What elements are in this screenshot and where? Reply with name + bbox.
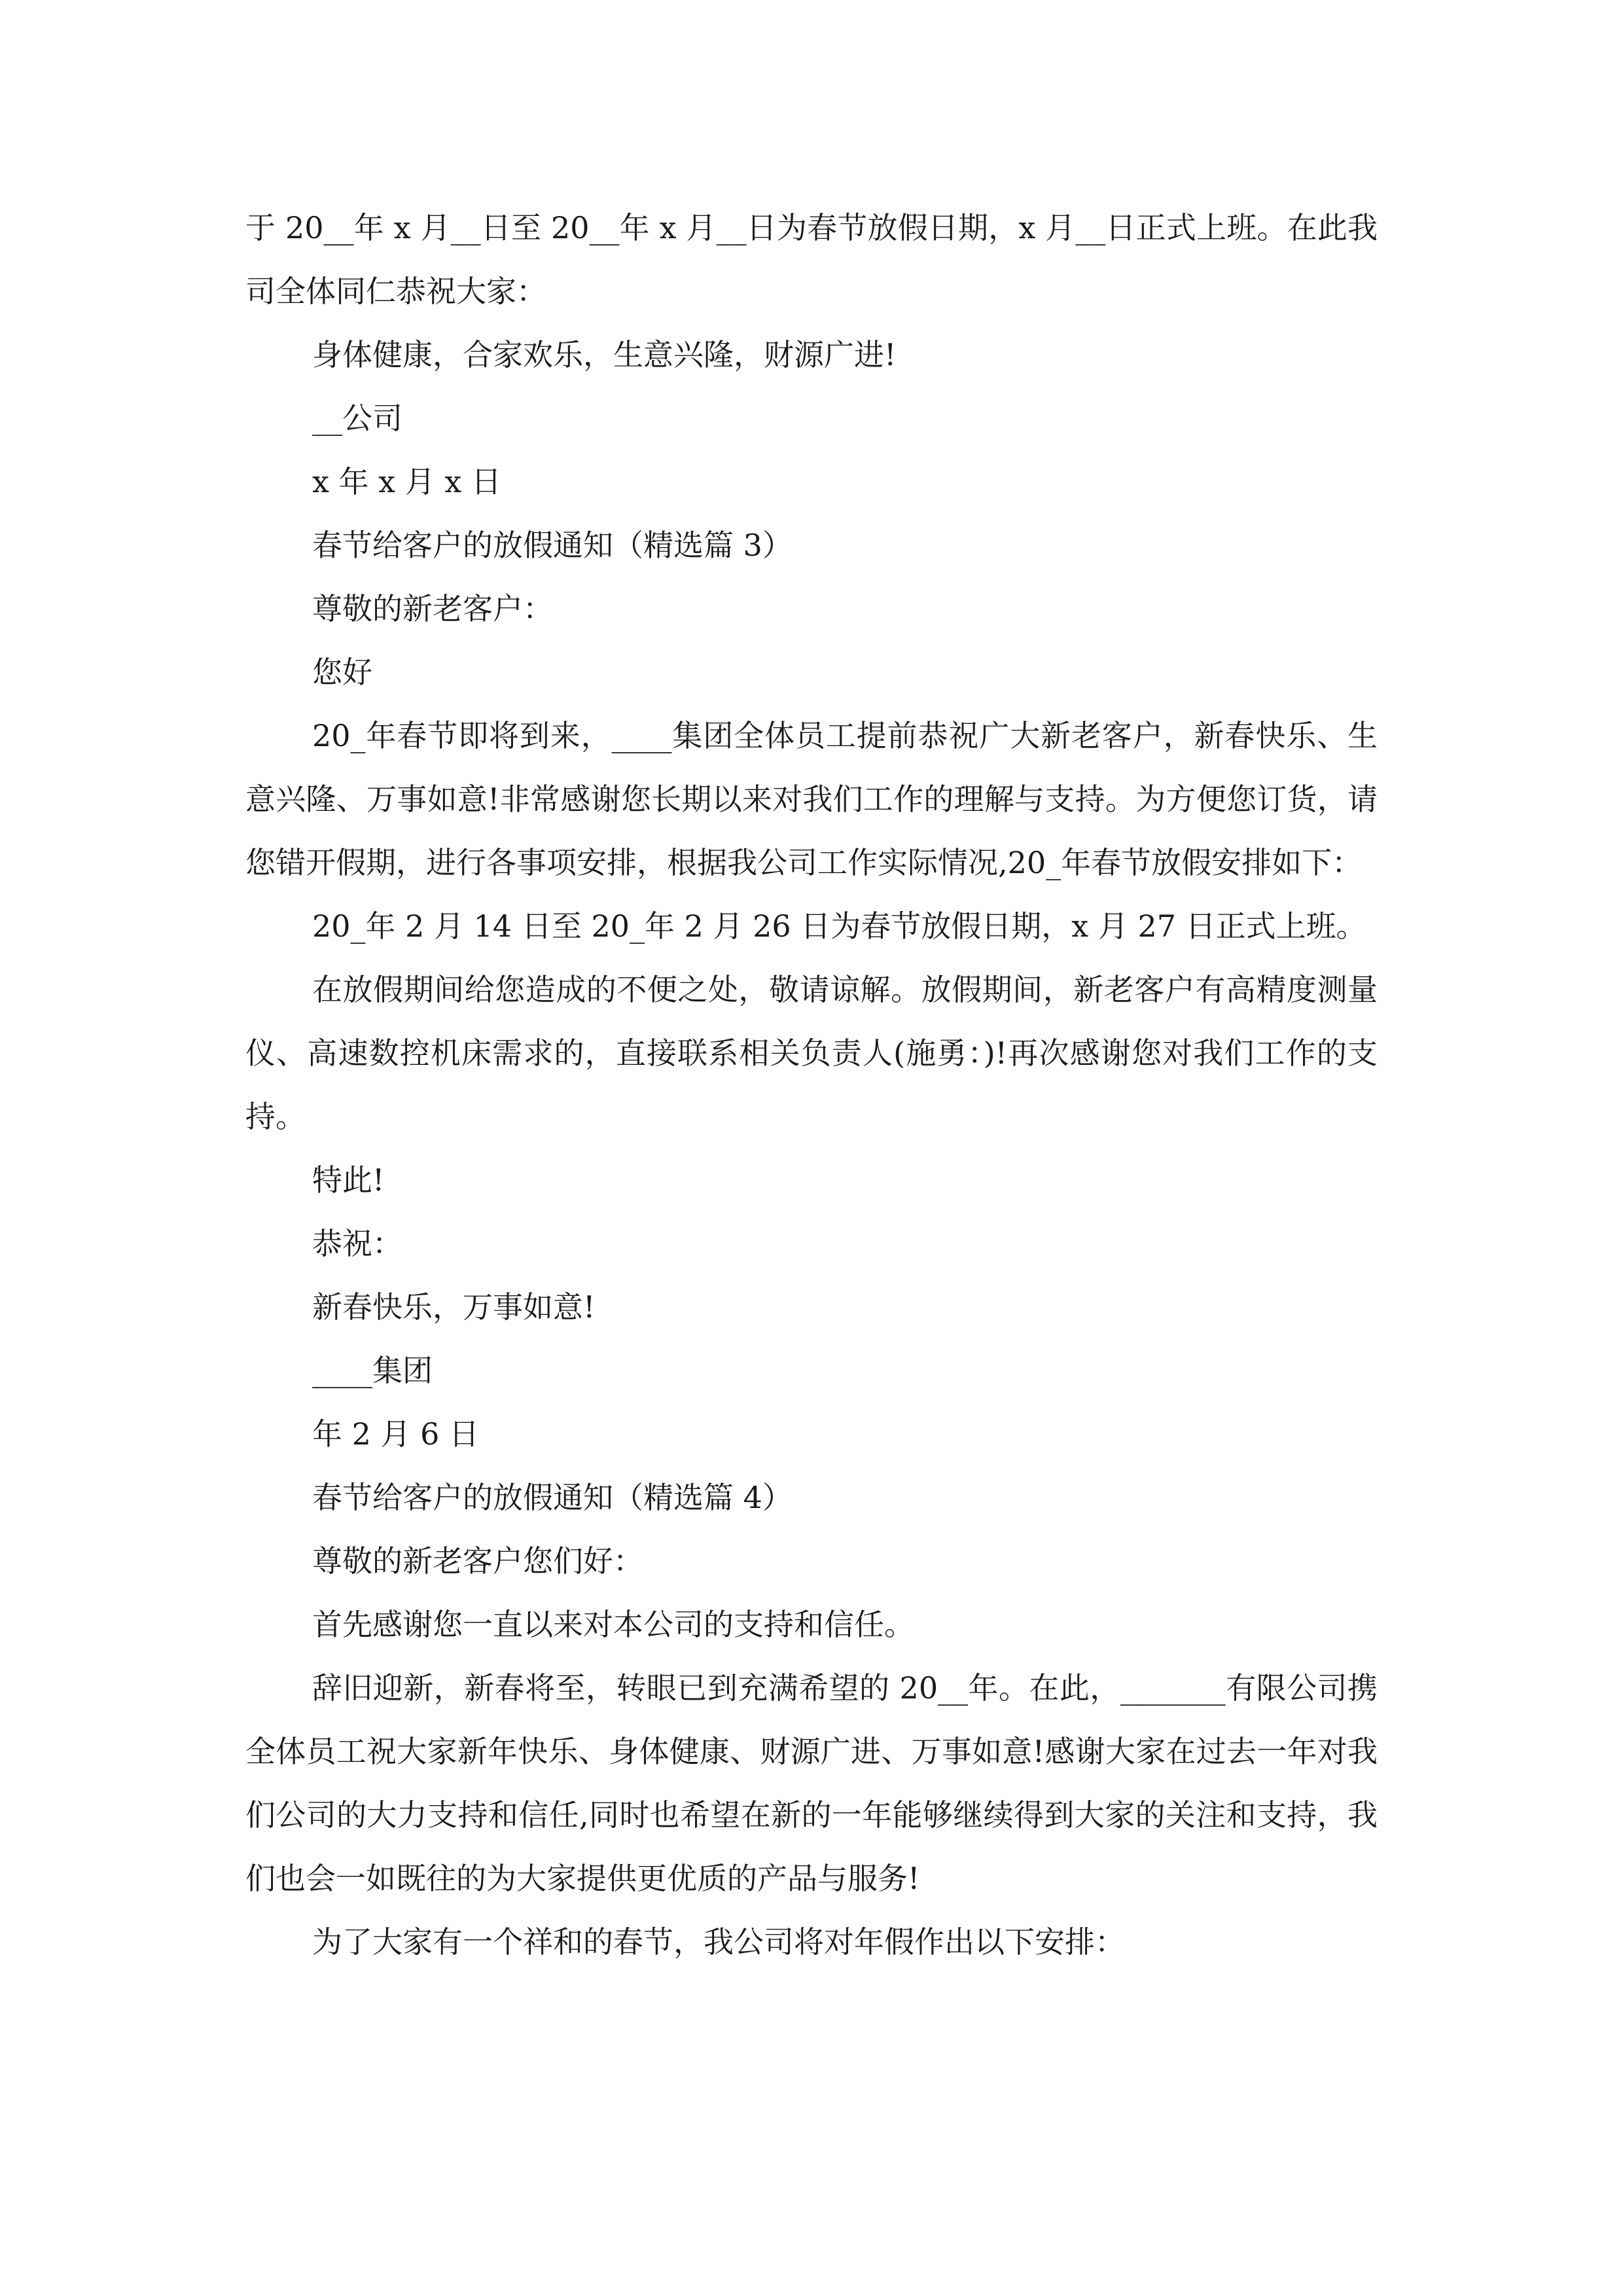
signature-company: __公司 bbox=[312, 401, 402, 436]
document-body bbox=[245, 196, 1378, 1974]
paragraph-blessing: 身体健康，合家欢乐，生意兴隆，财源广进! bbox=[312, 337, 897, 372]
section-heading-4: 春节给客户的放假通知（精选篇 4） bbox=[312, 1480, 793, 1515]
paragraph-schedule: 20_年 2 月 14 日至 20_年 2 月 26 日为春节放假日期，x 月 27 日正式上班。 bbox=[312, 908, 1366, 944]
signature-group: ____集团 bbox=[312, 1353, 433, 1388]
signature-date: x 年 x 月 x 日 bbox=[312, 464, 501, 499]
paragraph-new-year: 辞旧迎新，新春将至，转眼已到充满希望的 20__年。在此，_______有限公司携全体员工祝大家新年快乐、身体健康、财源广进、万事如意!感谢大家在过去一年对我们公司的大力支持和信任,同时也希望在新的一年能够继续得到大家的关注和支持，我们也会一如既往的为大家提供更优质的产品与服务! bbox=[245, 1670, 1378, 1896]
paragraph-apology: 在放假期间给您造成的不便之处，敬请谅解。放假期间，新老客户有高精度测量仪、高速数控机床需求的，直接联系相关负责人(施勇：)!再次感谢您对我们工作的支持。 bbox=[245, 972, 1378, 1134]
paragraph-thanks: 首先感谢您一直以来对本公司的支持和信任。 bbox=[312, 1607, 914, 1642]
salutation: 尊敬的新老客户： bbox=[312, 591, 553, 626]
section-heading-3: 春节给客户的放假通知（精选篇 3） bbox=[312, 528, 793, 563]
paragraph-announcement: 20_年春节即将到来，____集团全体员工提前恭祝广大新老客户，新春快乐、生意兴隆、万事如意!非常感谢您长期以来对我们工作的理解与支持。为方便您订货，请您错开假期，进行各事项安排，根据我公司工作实际情况,20_年春节放假安排如下： bbox=[245, 718, 1378, 880]
salutation-2: 尊敬的新老客户您们好： bbox=[312, 1543, 643, 1579]
closing-notice: 特此! bbox=[312, 1162, 385, 1198]
greeting: 您好 bbox=[312, 655, 372, 690]
paragraph-holiday-dates: 于 20__年 x 月__日至 20__年 x 月__日为春节放假日期，x 月__日正式上班。在此我司全体同仁恭祝大家： bbox=[245, 210, 1378, 309]
signature-date-2: 年 2 月 6 日 bbox=[312, 1416, 480, 1452]
closing-wishes: 新春快乐，万事如意! bbox=[312, 1289, 596, 1325]
closing-wishes-label: 恭祝： bbox=[312, 1226, 402, 1261]
paragraph-arrangement-intro: 为了大家有一个祥和的春节，我公司将对年假作出以下安排： bbox=[312, 1924, 1125, 1960]
